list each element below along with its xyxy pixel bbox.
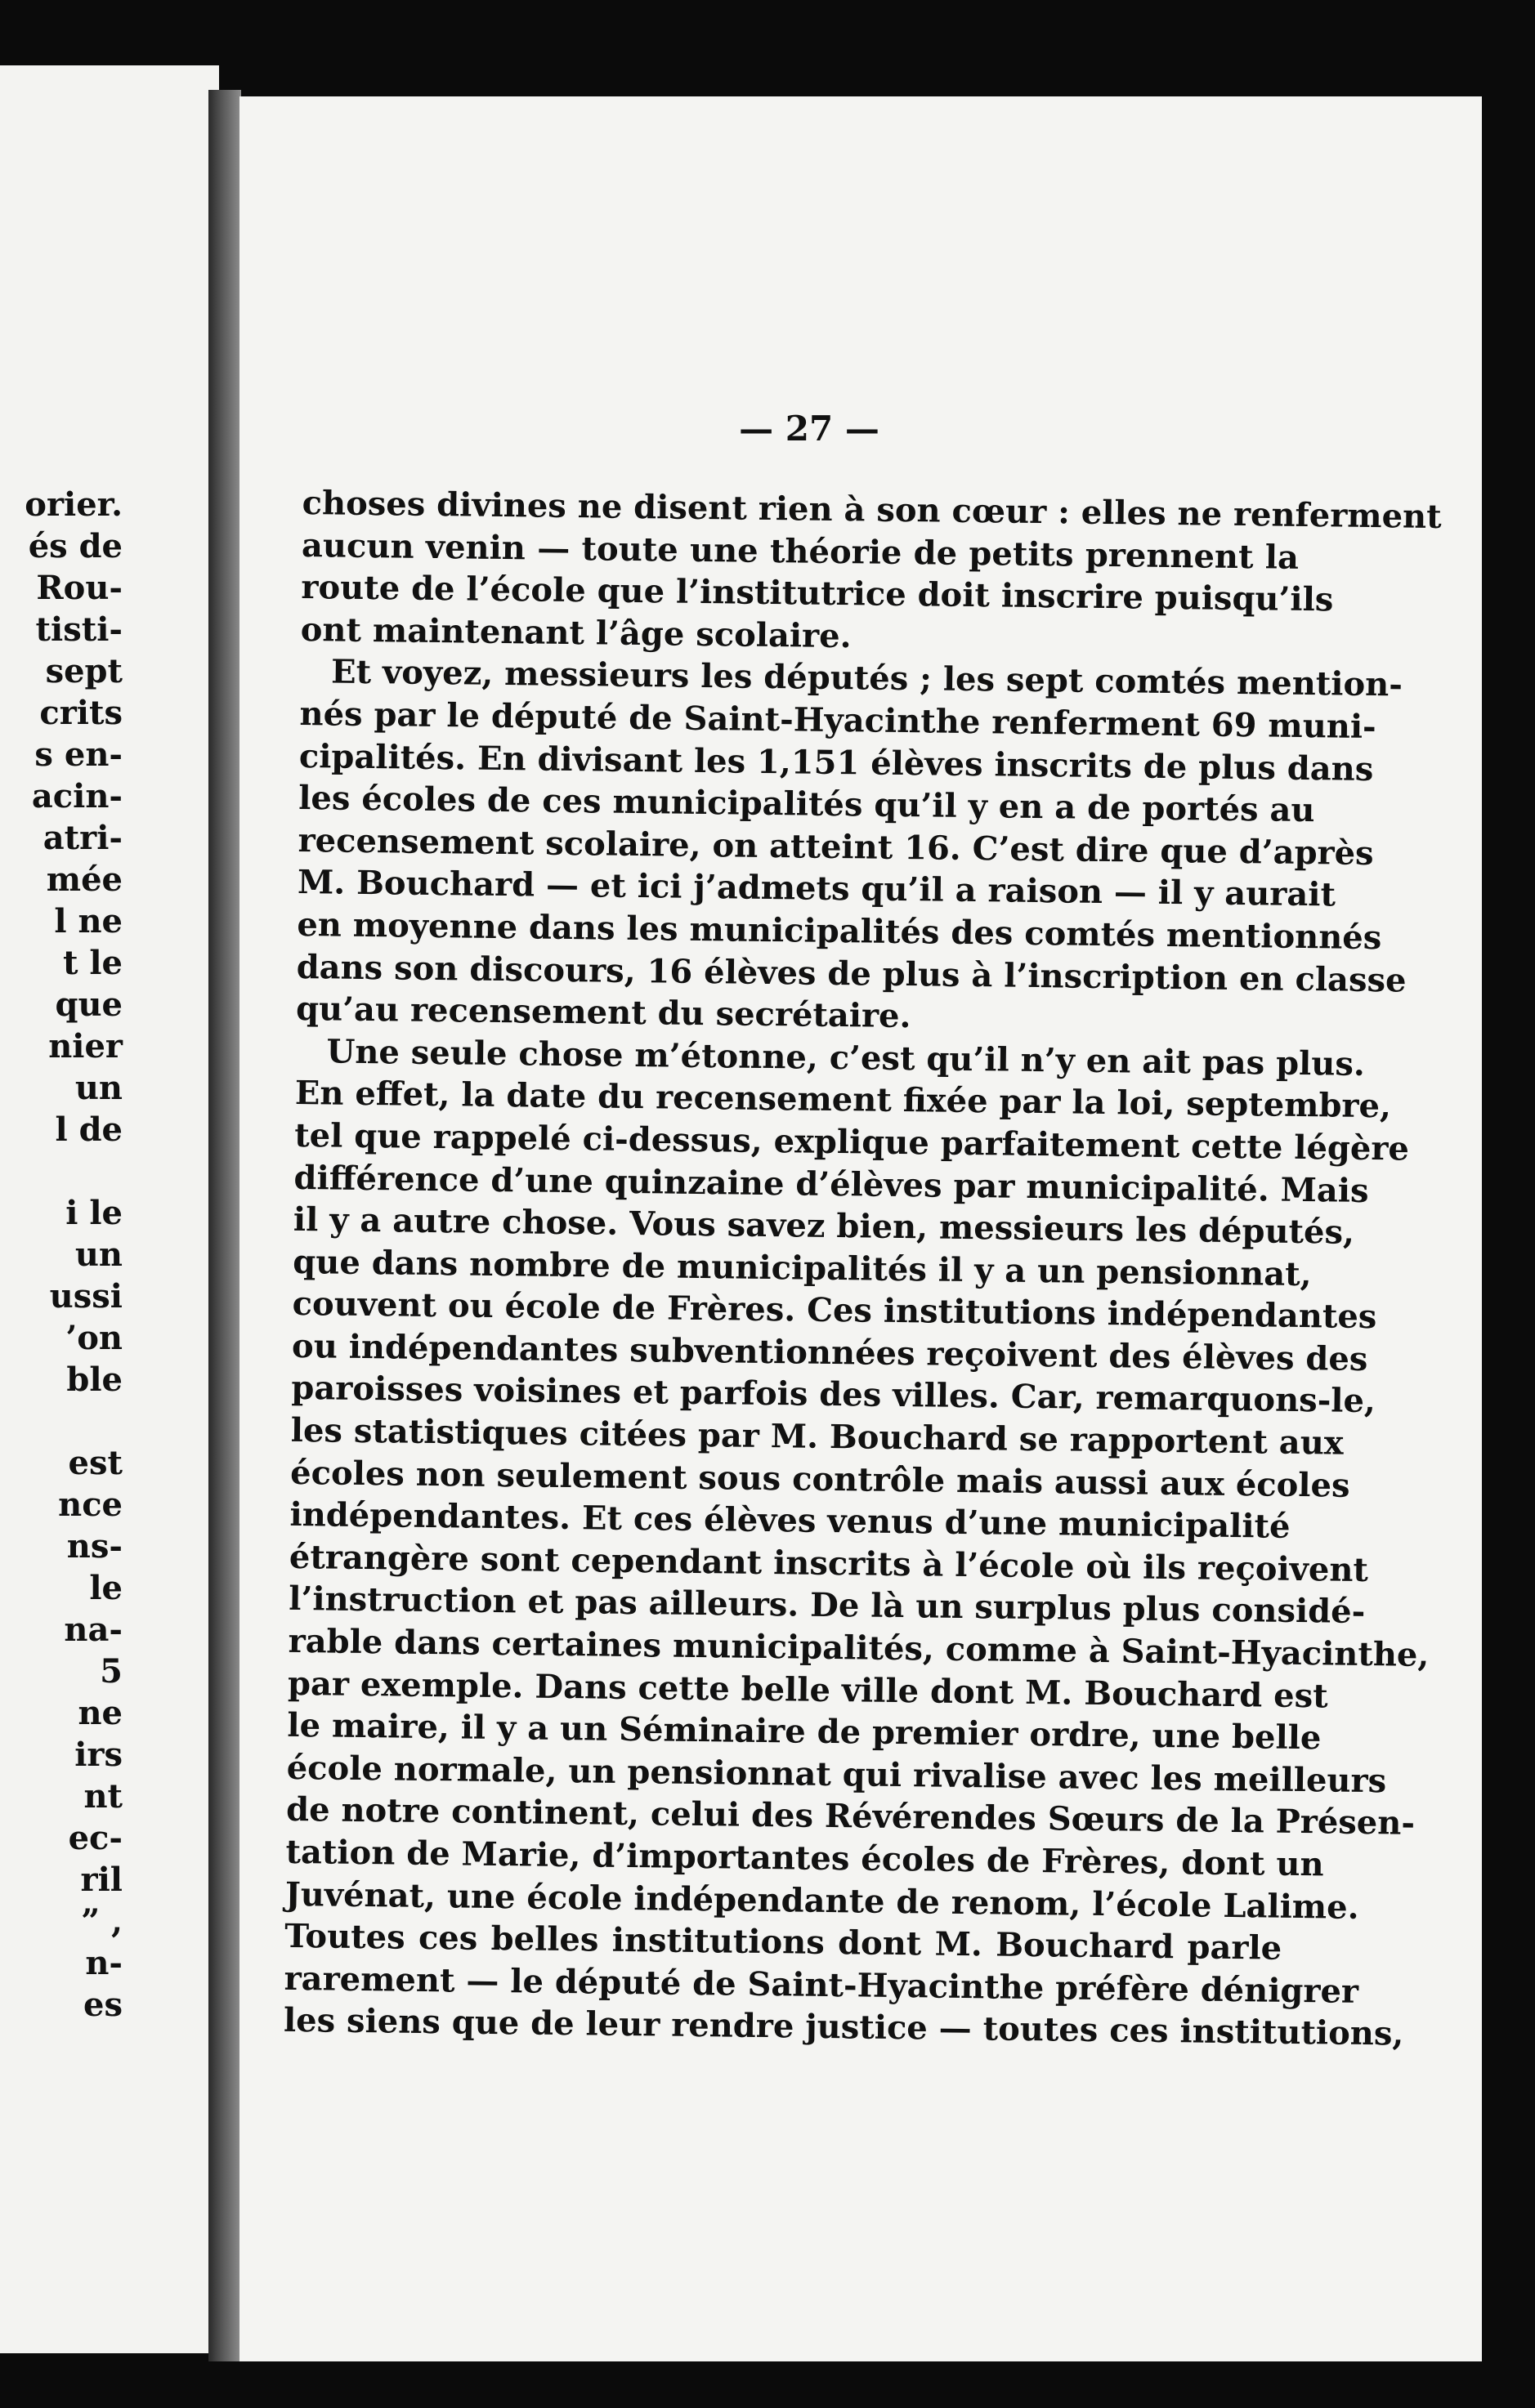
text-line: aucun venin — toute une théorie de petits prennent la <box>301 525 1300 577</box>
text-line: M. Bouchard — et ici j’admets qu’il a raison — il y aurait <box>297 863 1336 914</box>
left-page-fragment: ussi <box>49 1277 123 1316</box>
text-line: école normale, un pensionnat qui rivalise avec les meilleurs <box>286 1748 1387 1801</box>
text-line: les statistiques citées par M. Bouchard se rapportent aux <box>290 1410 1344 1463</box>
text-line: En effet, la date du recensement fixée par la loi, septembre, <box>294 1074 1392 1126</box>
left-page-fragment: ril <box>80 1861 123 1899</box>
left-page-fragment: és de <box>28 527 123 565</box>
left-page-fragment: t le <box>62 944 123 982</box>
left-page-fragment: acin- <box>31 777 123 815</box>
left-page-fragment: ’on <box>65 1319 123 1357</box>
text-line: route de l’école que l’institutrice doit inscrire puisqu’ils <box>301 568 1334 619</box>
left-page-fragment: ne <box>78 1694 123 1732</box>
left-page-fragment: i le <box>65 1194 123 1232</box>
left-page-fragment: un <box>74 1069 123 1107</box>
left-page-fragment: tisti- <box>35 610 123 649</box>
text-line: ont maintenant l’âge scolaire. <box>300 610 852 655</box>
left-page-fragment: crits <box>39 694 123 732</box>
left-page-fragment: mée <box>46 860 123 899</box>
left-page-fragment: nt <box>83 1777 123 1816</box>
text-line: en moyenne dans les municipalités des comtés mentionnés <box>297 905 1382 958</box>
left-page-fragment: orier. <box>25 485 123 524</box>
text-line: les écoles de ces municipalités qu’il y en a de portés au <box>298 779 1315 830</box>
left-page-fragment <box>0 1150 123 1192</box>
left-page-fragment: un <box>74 1235 123 1274</box>
text-line: étrangère sont cependant inscrits à l’école où ils reçoivent <box>289 1537 1369 1589</box>
left-page-fragment: que <box>55 985 123 1024</box>
text-line: écoles non seulement sous contrôle mais aussi aux écoles <box>289 1453 1350 1505</box>
left-page-fragment: ble <box>66 1360 123 1399</box>
left-page-fragment: es <box>83 1986 123 2024</box>
text-line: il y a autre chose. Vous savez bien, messieurs les députés, <box>293 1200 1355 1252</box>
text-line: ou indépendantes subventionnées reçoivent des élèves des <box>291 1326 1368 1378</box>
left-page-fragment: n- <box>85 1944 123 1982</box>
text-line: Et voyez, messieurs les députés ; les sept comtés mention- <box>330 652 1403 704</box>
left-page-fragment: na- <box>64 1611 123 1649</box>
text-line: rarement — le député de Saint-Hyacinthe préfère dénigrer <box>284 1959 1359 2011</box>
text-line: par exemple. Dans cette belle ville dont M. Bouchard est <box>287 1664 1328 1716</box>
left-page-fragment: Rou- <box>36 569 123 607</box>
left-page-fragment: l de <box>55 1110 123 1149</box>
text-line: choses divines ne disent rien à son cœur : elles ne renferment <box>302 483 1442 537</box>
left-page-fragment: 5 <box>100 1652 123 1691</box>
left-page-fragment: est <box>68 1444 123 1482</box>
text-line: Toutes ces belles institutions dont M. Bouchard parle <box>284 1917 1282 1968</box>
left-page-fragment: nier <box>48 1027 123 1066</box>
text-line: différence d’une quinzaine d’élèves par municipalité. Mais <box>293 1158 1369 1210</box>
text-line: tel que rappelé ci-dessus, explique parfaitement cette légère <box>293 1115 1410 1168</box>
text-line: rable dans certaines municipalités, comme à Saint-Hyacinthe, <box>288 1621 1430 1674</box>
left-page-fragment <box>0 1401 123 1442</box>
page-body-text <box>283 482 1442 2054</box>
left-page-fragment: sept <box>45 652 123 690</box>
left-page-fragment: irs <box>74 1736 123 1774</box>
text-line: l’instruction et pas ailleurs. De là un surplus plus considé- <box>289 1579 1366 1632</box>
text-line: de notre continent, celui des Révérendes Sœurs de la Présen- <box>285 1790 1416 1843</box>
left-page-fragment: ec- <box>68 1819 123 1857</box>
book-gutter <box>208 90 241 2361</box>
left-page <box>0 65 219 2353</box>
left-page-fragment: s en- <box>34 735 123 774</box>
text-line: que dans nombre de municipalités il y a un pensionnat, <box>293 1242 1312 1293</box>
text-line: paroisses voisines et parfois des villes. Car, remarquons-le, <box>291 1369 1376 1421</box>
text-line: cipalités. En divisant les 1,151 élèves inscrits de plus dans <box>298 736 1374 789</box>
left-page-fragment: atri- <box>43 819 123 857</box>
left-page-fragment: ” , <box>81 1902 123 1941</box>
left-page-text-fragments <box>0 484 123 2026</box>
text-line: le maire, il y a un Séminaire de premier ordre, une belle <box>287 1706 1322 1758</box>
left-page-fragment: le <box>89 1569 123 1607</box>
text-line: tation de Marie, d’importantes écoles de Frères, dont un <box>285 1832 1324 1884</box>
text-line: indépendantes. Et ces élèves venus d’une municipalité <box>289 1495 1291 1547</box>
text-line: recensement scolaire, on atteint 16. C’est dire que d’après <box>298 820 1374 873</box>
text-line: les siens que de leur rendre justice — toutes ces institutions, <box>283 2001 1404 2053</box>
page-number: — 27 — <box>739 409 879 449</box>
text-line: qu’au recensement du secrétaire. <box>295 990 911 1036</box>
text-line: couvent ou école de Frères. Ces institutions indépendantes <box>292 1284 1377 1337</box>
text-line: Une seule chose m’étonne, c’est qu’il n’y en ait pas plus. <box>326 1032 1366 1083</box>
left-page-fragment: l ne <box>54 902 123 940</box>
left-page-fragment: ns- <box>66 1527 123 1566</box>
text-line: nés par le député de Saint-Hyacinthe renferment 69 muni- <box>299 694 1376 747</box>
text-line: Juvénat, une école indépendante de renom, l’école Lalime. <box>284 1874 1359 1927</box>
text-line: dans son discours, 16 élèves de plus à l’inscription en classe <box>296 947 1407 1000</box>
left-page-fragment: nce <box>58 1485 123 1524</box>
